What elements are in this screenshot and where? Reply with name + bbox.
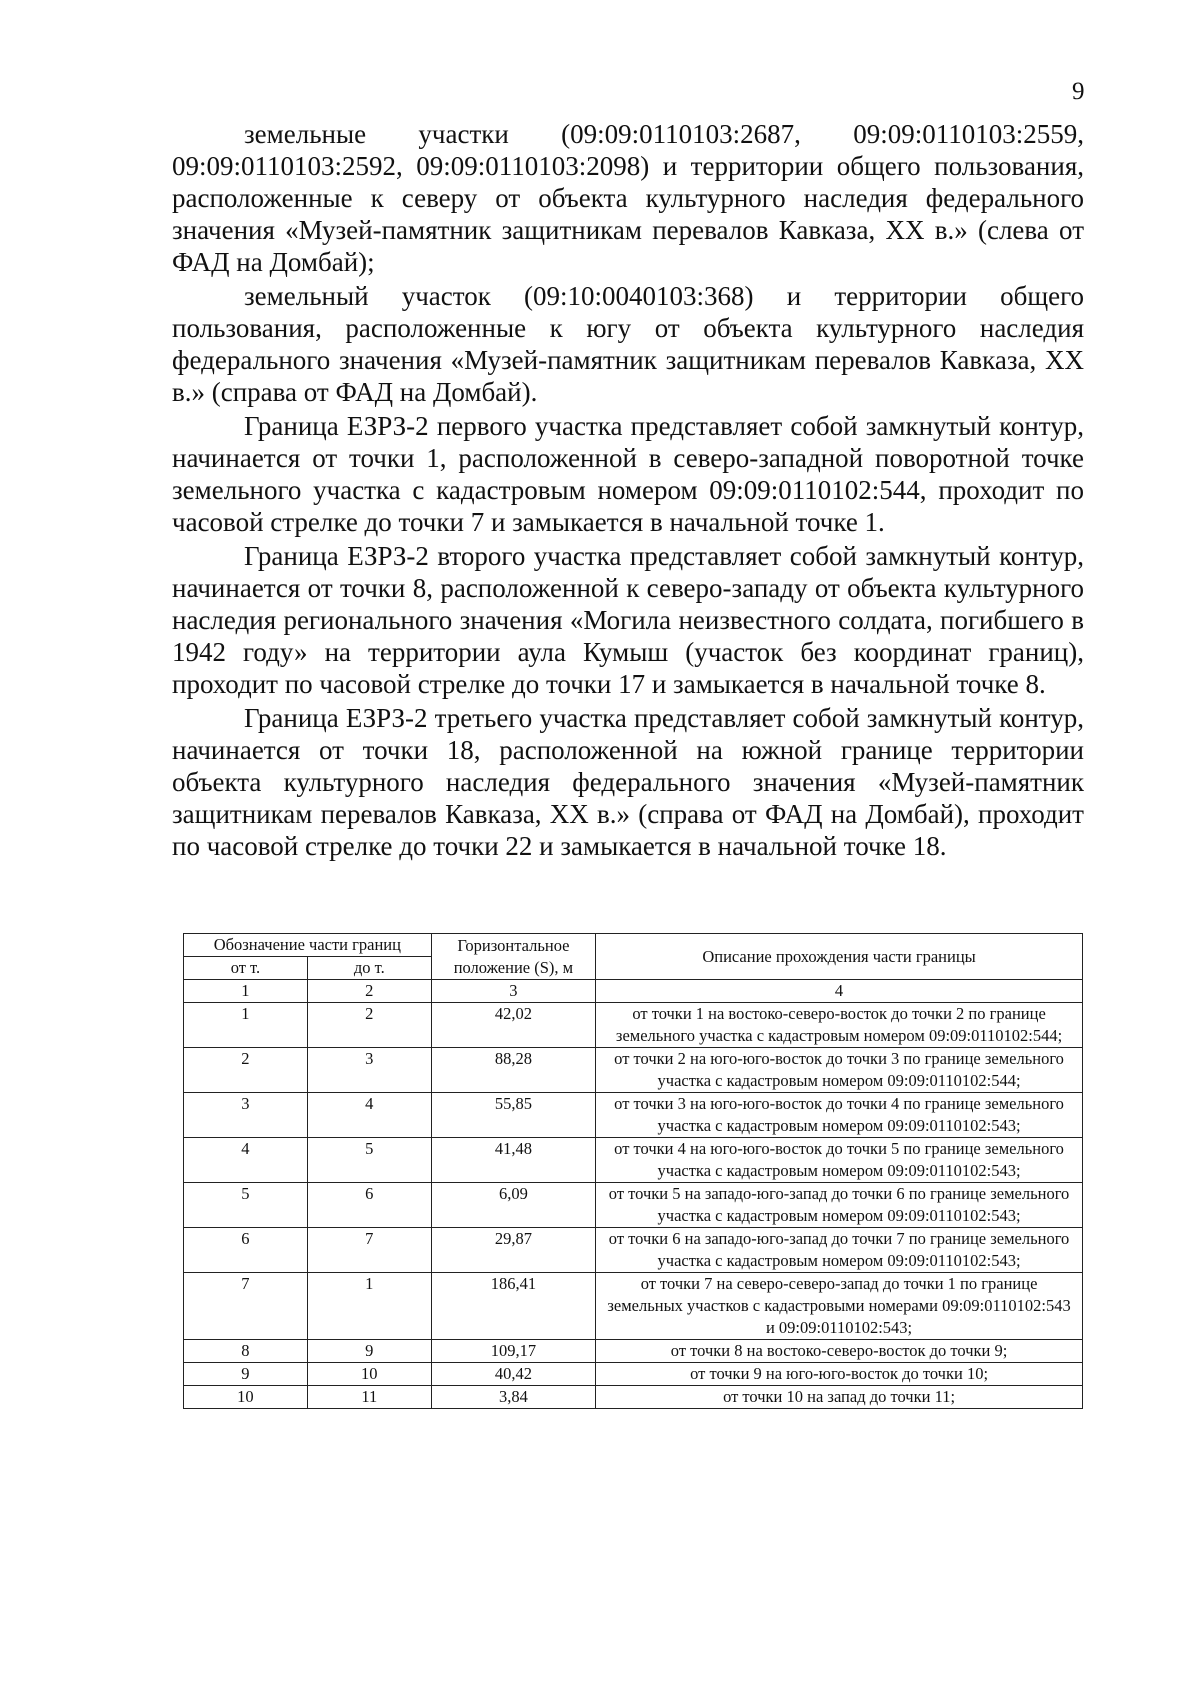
header-designation: Обозначение части границ bbox=[184, 934, 432, 957]
cell-to: 11 bbox=[307, 1386, 431, 1409]
cell-length: 29,87 bbox=[431, 1228, 595, 1273]
paragraph: земельные участки (09:09:0110103:2687, 09:09:0110103:2559, 09:09:0110103:2592, 09:09:0110103:2098) и территории общего пользования, расположенные к северу от объекта культурного наследия федерального значения «Музей-памятник защитникам перевалов Кавказа, XX в.» (слева от ФАД на Домбай); bbox=[172, 119, 1084, 277]
cell-description: от точки 7 на северо-северо-запад до точки 1 по границе земельных участков с кадастровыми номерами 09:09:0110102:543 и 09:09:0110102:543; bbox=[596, 1273, 1083, 1340]
cell-to: 7 bbox=[307, 1228, 431, 1273]
cell-to: 6 bbox=[307, 1183, 431, 1228]
table-row bbox=[184, 1273, 1083, 1340]
table-row bbox=[184, 1183, 1083, 1228]
cell-from: 9 bbox=[184, 1363, 308, 1386]
table-row bbox=[184, 1228, 1083, 1273]
cell-from: 3 bbox=[184, 1093, 308, 1138]
table-header bbox=[184, 934, 1083, 1003]
column-number: 4 bbox=[596, 980, 1083, 1003]
cell-length: 42,02 bbox=[431, 1003, 595, 1048]
cell-to: 1 bbox=[307, 1273, 431, 1340]
cell-length: 6,09 bbox=[431, 1183, 595, 1228]
page-number: 9 bbox=[1072, 78, 1085, 105]
column-number: 2 bbox=[307, 980, 431, 1003]
cell-to: 3 bbox=[307, 1048, 431, 1093]
table-row bbox=[184, 1093, 1083, 1138]
cell-description: от точки 8 на востоко-северо-восток до точки 9; bbox=[596, 1340, 1083, 1363]
table-body bbox=[184, 1003, 1083, 1409]
header-description: Описание прохождения части границы bbox=[596, 934, 1083, 980]
cell-description: от точки 1 на востоко-северо-восток до точки 2 по границе земельного участка с кадастровым номером 09:09:0110102:544; bbox=[596, 1003, 1083, 1048]
cell-from: 6 bbox=[184, 1228, 308, 1273]
cell-from: 2 bbox=[184, 1048, 308, 1093]
cell-from: 4 bbox=[184, 1138, 308, 1183]
cell-description: от точки 9 на юго-юго-восток до точки 10; bbox=[596, 1363, 1083, 1386]
table-row bbox=[184, 1386, 1083, 1409]
cell-description: от точки 6 на западо-юго-запад до точки 7 по границе земельного участка с кадастровым номером 09:09:0110102:543; bbox=[596, 1228, 1083, 1273]
table-row bbox=[184, 1048, 1083, 1093]
cell-description: от точки 10 на запад до точки 11; bbox=[596, 1386, 1083, 1409]
cell-from: 10 bbox=[184, 1386, 308, 1409]
cell-from: 8 bbox=[184, 1340, 308, 1363]
cell-description: от точки 3 на юго-юго-восток до точки 4 по границе земельного участка с кадастровым номером 09:09:0110102:543; bbox=[596, 1093, 1083, 1138]
cell-description: от точки 2 на юго-юго-восток до точки 3 по границе земельного участка с кадастровым номером 09:09:0110102:544; bbox=[596, 1048, 1083, 1093]
header-length: Горизонтальное положение (S), м bbox=[431, 934, 595, 980]
body-text bbox=[172, 118, 1084, 864]
cell-length: 40,42 bbox=[431, 1363, 595, 1386]
cell-to: 10 bbox=[307, 1363, 431, 1386]
column-number: 3 bbox=[431, 980, 595, 1003]
cell-from: 1 bbox=[184, 1003, 308, 1048]
cell-length: 3,84 bbox=[431, 1386, 595, 1409]
boundary-table bbox=[183, 933, 1083, 1409]
paragraph: Граница ЕЗРЗ-2 второго участка представляет собой замкнутый контур, начинается от точки 8, расположенной к северо-западу от объекта культурного наследия регионального значения «Могила неизвестного солдата, погибшего в 1942 году» на территории аула Кумыш (участок без координат границ), проходит по часовой стрелке до точки 17 и замыкается в начальной точке 8. bbox=[172, 541, 1084, 699]
table-row bbox=[184, 1363, 1083, 1386]
column-number: 1 bbox=[184, 980, 308, 1003]
paragraph: Граница ЕЗРЗ-2 первого участка представляет собой замкнутый контур, начинается от точки 1, расположенной в северо-западной поворотной точке земельного участка с кадастровым номером 09:09:0110102:544, проходит по часовой стрелке до точки 7 и замыкается в начальной точке 1. bbox=[172, 411, 1084, 537]
cell-to: 9 bbox=[307, 1340, 431, 1363]
cell-length: 88,28 bbox=[431, 1048, 595, 1093]
table-row bbox=[184, 1003, 1083, 1048]
cell-to: 4 bbox=[307, 1093, 431, 1138]
cell-length: 55,85 bbox=[431, 1093, 595, 1138]
cell-from: 7 bbox=[184, 1273, 308, 1340]
cell-to: 2 bbox=[307, 1003, 431, 1048]
paragraph: Граница ЕЗРЗ-2 третьего участка представляет собой замкнутый контур, начинается от точки 18, расположенной на южной границе территории объекта культурного наследия федерального значения «Музей-памятник защитникам перевалов Кавказа, XX в.» (справа от ФАД на Домбай), проходит по часовой стрелке до точки 22 и замыкается в начальной точке 18. bbox=[172, 703, 1084, 861]
paragraph: земельный участок (09:10:0040103:368) и территории общего пользования, расположенные к югу от объекта культурного наследия федерального значения «Музей-памятник защитникам перевалов Кавказа, XX в.» (справа от ФАД на Домбай). bbox=[172, 281, 1084, 407]
cell-from: 5 bbox=[184, 1183, 308, 1228]
column-numbers-row bbox=[184, 980, 1083, 1003]
table-row bbox=[184, 1138, 1083, 1183]
cell-length: 186,41 bbox=[431, 1273, 595, 1340]
cell-description: от точки 5 на западо-юго-запад до точки 6 по границе земельного участка с кадастровым номером 09:09:0110102:543; bbox=[596, 1183, 1083, 1228]
table-row bbox=[184, 1340, 1083, 1363]
header-to: до т. bbox=[307, 957, 431, 980]
cell-length: 41,48 bbox=[431, 1138, 595, 1183]
cell-length: 109,17 bbox=[431, 1340, 595, 1363]
cell-description: от точки 4 на юго-юго-восток до точки 5 по границе земельного участка с кадастровым номером 09:09:0110102:543; bbox=[596, 1138, 1083, 1183]
header-from: от т. bbox=[184, 957, 308, 980]
cell-to: 5 bbox=[307, 1138, 431, 1183]
